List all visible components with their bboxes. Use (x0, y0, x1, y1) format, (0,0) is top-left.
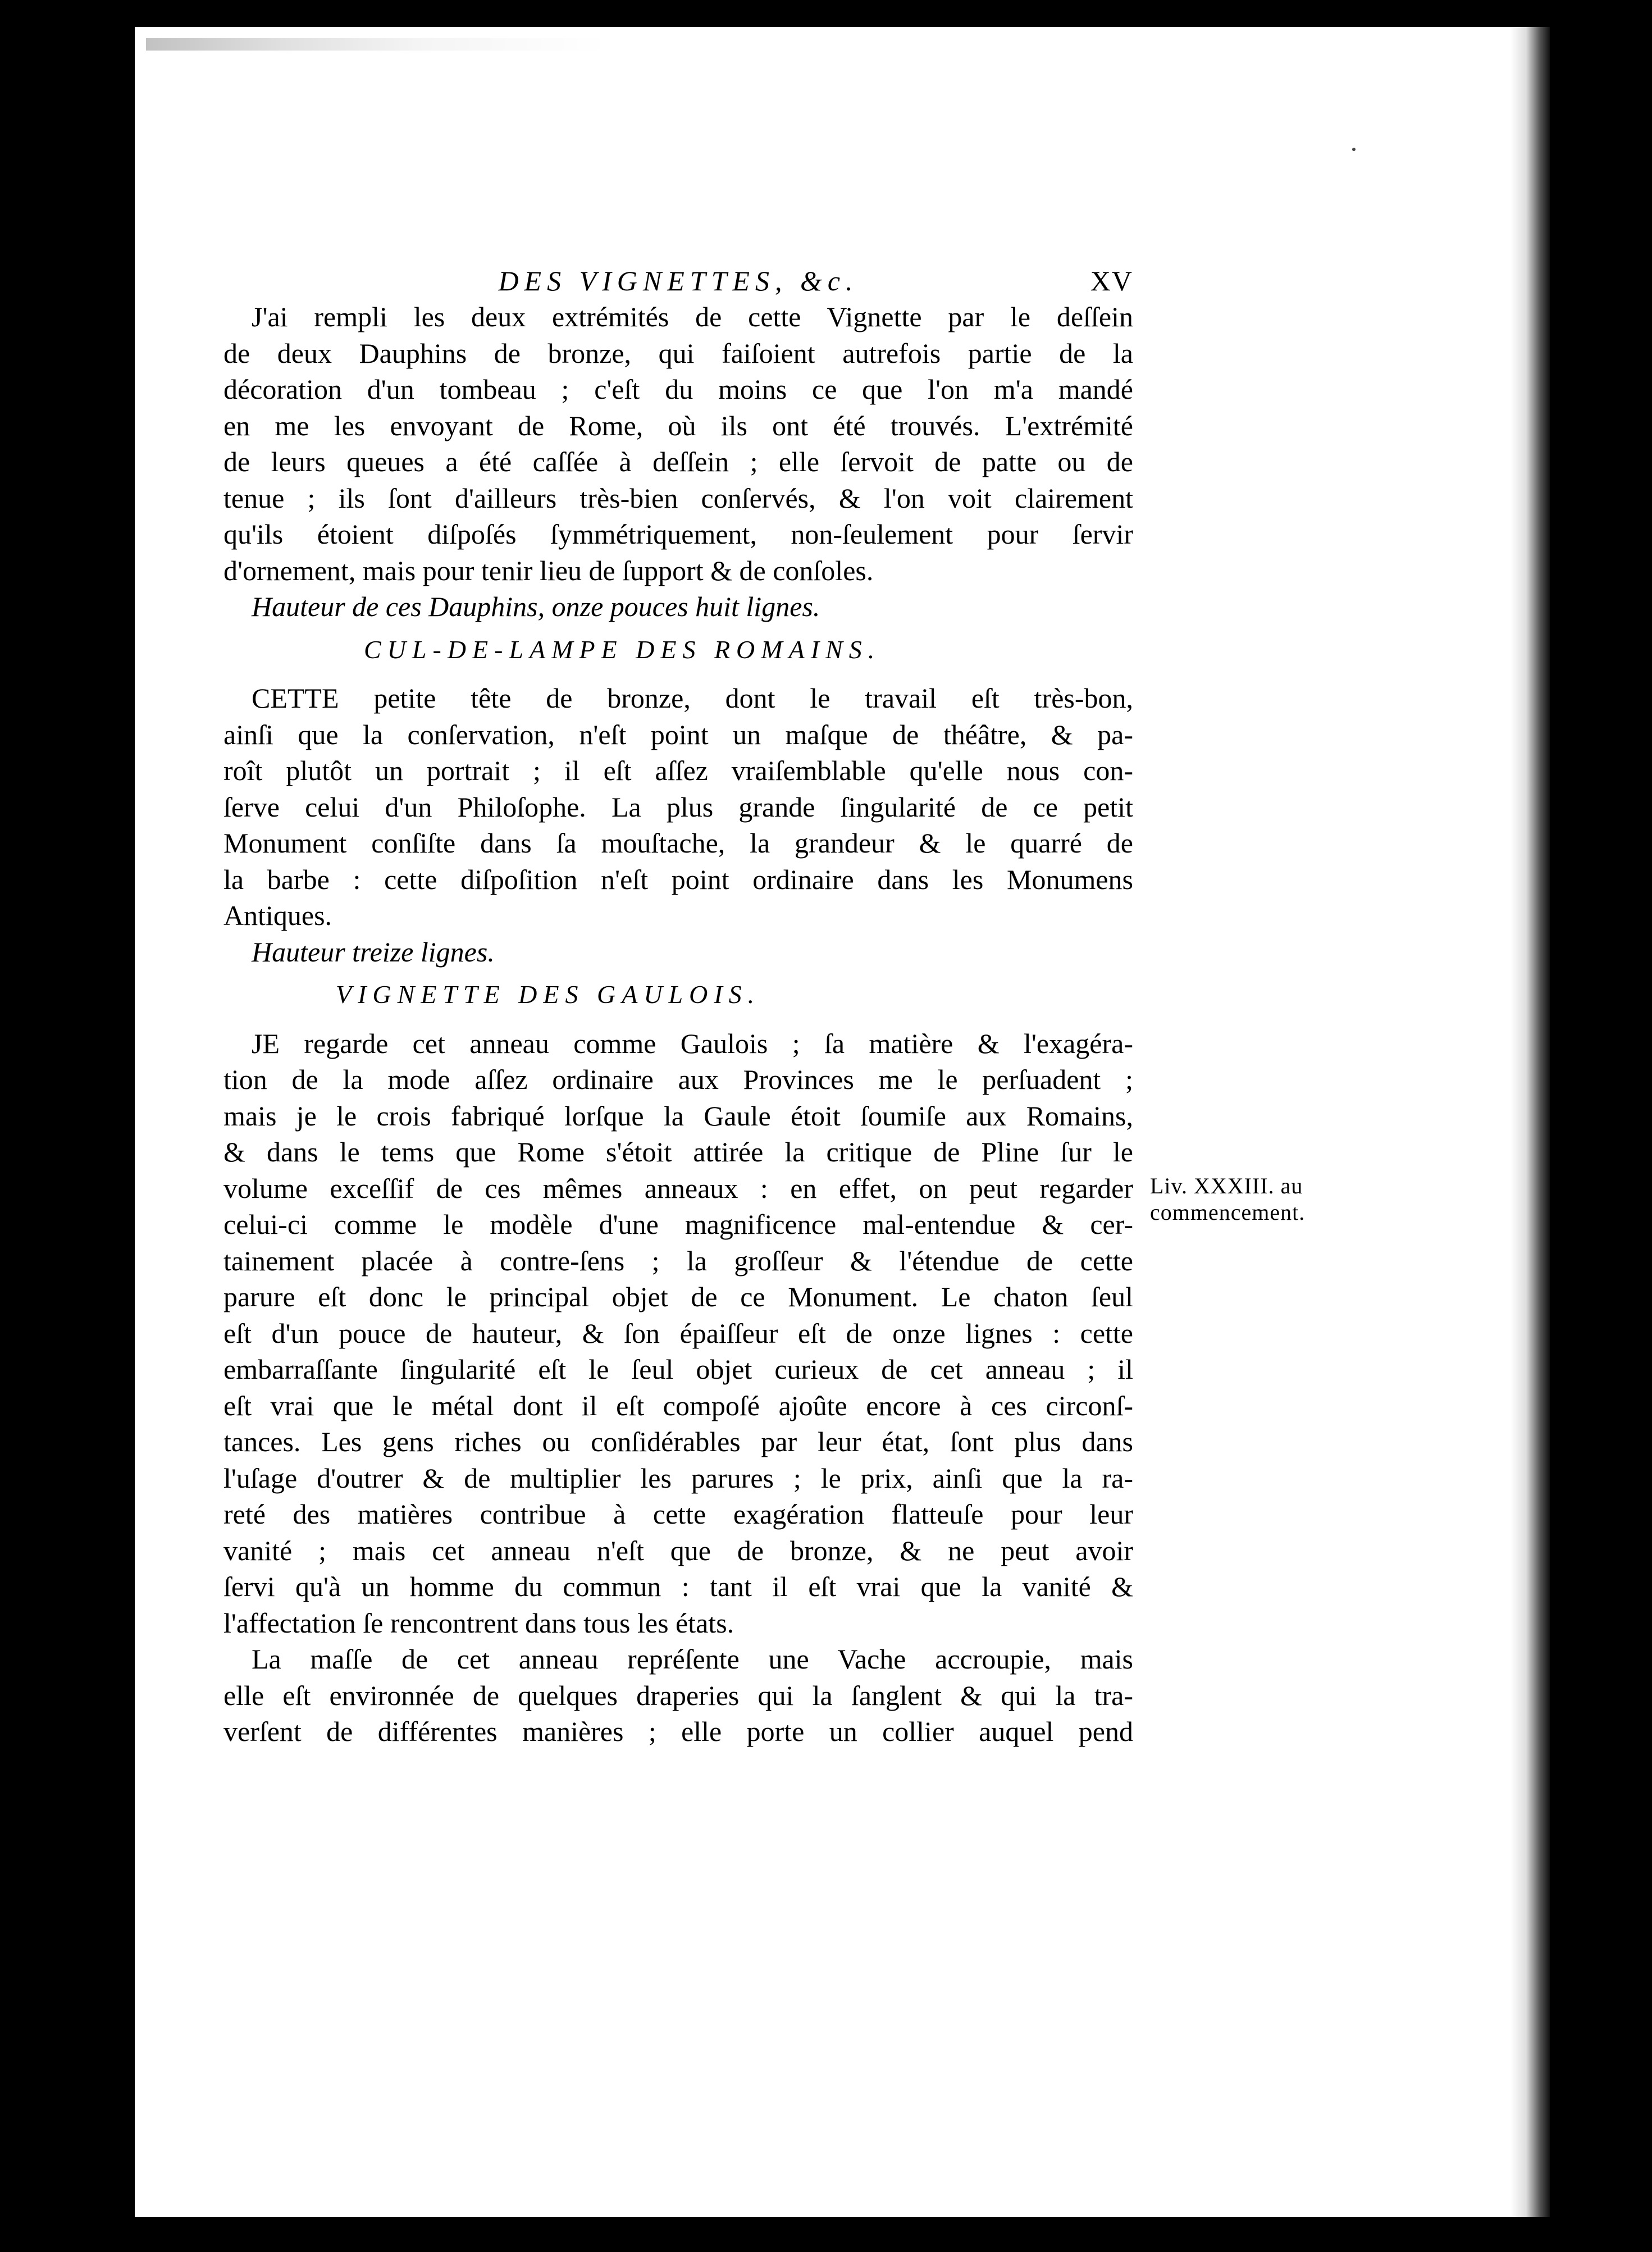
text-line: JE regarde cet anneau comme Gaulois ; ſa matière & l'exagéra- (252, 1027, 1133, 1059)
text-line: parure eſt donc le principal objet de ce Monument. Le chaton ſeul (223, 1281, 1133, 1312)
text-line: l'affectation ſe rencontrent dans tous les états. (223, 1607, 734, 1639)
text-line: reté des matières contribue à cette exagération flatteuſe pour leur (223, 1498, 1133, 1530)
text-line: tion de la mode aſſez ordinaire aux Provinces me le perſuadent ; (223, 1064, 1133, 1095)
section-heading-romains: CUL-DE-LAMPE DES ROMAINS. (364, 635, 881, 664)
section-heading-gaulois: VIGNETTE DES GAULOIS. (336, 980, 761, 1009)
text-line: elle eſt environnée de quelques draperies qui la ſanglent & qui la tra- (223, 1679, 1133, 1711)
text-line: Monument conſiſte dans ſa mouſtache, la grandeur & le quarré de (223, 827, 1133, 859)
margin-note-line: commencement. (1150, 1200, 1306, 1225)
text-line: roît plutôt un portrait ; il eſt aſſez vraiſemblable qu'elle nous con- (223, 755, 1133, 786)
text-line: La maſſe de cet anneau repréſente une Vache accroupie, mais (252, 1643, 1133, 1675)
height-note-romains: Hauteur treize lignes. (252, 936, 495, 968)
paragraph-vache (223, 1641, 1133, 1750)
page-edge-shadow (1510, 27, 1550, 2217)
text-line: décoration d'un tombeau ; c'eſt du moins ce que l'on m'a mandé (223, 373, 1133, 405)
text-line: tenue ; ils ſont d'ailleurs très-bien conſervés, & l'on voit clairement (223, 482, 1133, 514)
text-line: celui-ci comme le modèle d'une magnificence mal-entendue & cer- (223, 1209, 1133, 1240)
scan-smudge (146, 38, 606, 51)
book-page (135, 27, 1550, 2217)
paragraph-romains (223, 680, 1133, 934)
text-line: eſt d'un pouce de hauteur, & ſon épaiſſeur eſt de onze lignes : cette (223, 1317, 1133, 1349)
running-head-title: DES VIGNETTES, &c. (498, 265, 859, 297)
speck-mark (1352, 148, 1356, 151)
text-line: d'ornement, mais pour tenir lieu de ſupport & de conſoles. (223, 554, 874, 586)
text-line: mais je le crois fabriqué lorſque la Gaule étoit ſoumiſe aux Romains, (223, 1100, 1133, 1132)
text-line: eſt vrai que le métal dont il eſt compoſé ajoûte encore à ces circonſ- (223, 1389, 1133, 1421)
text-line: de deux Dauphins de bronze, qui faiſoient autrefois partie de la (223, 337, 1133, 369)
paragraph-gaulois (223, 1025, 1133, 1642)
page-number: XV (1090, 265, 1133, 297)
text-line: J'ai rempli les deux extrémités de cette Vignette par le deſſein (252, 301, 1133, 332)
margin-note-line: Liv. XXXIII. au (1150, 1173, 1303, 1198)
paragraph-dauphins (223, 299, 1133, 589)
text-line: ſerve celui d'un Philoſophe. La plus grande ſingularité de ce petit (223, 791, 1133, 823)
text-line: tainement placée à contre-ſens ; la groſſeur & l'étendue de cette (223, 1244, 1133, 1277)
text-line: volume exceſſif de ces mêmes anneaux : en effet, on peut regarder (223, 1172, 1133, 1204)
text-line: embarraſſante ſingularité eſt le ſeul objet curieux de cet anneau ; il (223, 1353, 1133, 1385)
running-head (223, 263, 1133, 299)
text-line: verſent de différentes manières ; elle porte un collier auquel pend (223, 1716, 1133, 1747)
text-line: CETTE petite tête de bronze, dont le travail eſt très-bon, (252, 682, 1133, 714)
text-line: qu'ils étoient diſpoſés ſymmétriquement, non-ſeulement pour ſervir (223, 518, 1133, 550)
text-line: de leurs queues a été caſſée à deſſein ; elle ſervoit de patte ou de (223, 446, 1133, 477)
text-line: ſervi qu'à un homme du commun : tant il eſt vrai que la vanité & (223, 1571, 1133, 1602)
text-line: la barbe : cette diſpoſition n'eſt point ordinaire dans les Monumens (223, 863, 1133, 895)
text-line: & dans le tems que Rome s'étoit attirée la critique de Pline ſur le (223, 1136, 1133, 1168)
text-line: tances. Les gens riches ou conſidérables par leur état, ſont plus dans (223, 1426, 1133, 1457)
text-line: ainſi que la conſervation, n'eſt point un maſque de théâtre, & pa- (223, 718, 1133, 750)
text-line: l'uſage d'outrer & de multiplier les parures ; le prix, ainſi que la ra- (223, 1462, 1133, 1494)
text-line: en me les envoyant de Rome, où ils ont été trouvés. L'extrémité (223, 409, 1133, 441)
text-block (223, 263, 1133, 1750)
height-note-dauphins: Hauteur de ces Dauphins, onze pouces huit lignes. (252, 591, 820, 622)
text-line: Antiques. (223, 900, 332, 931)
margin-note (1150, 1173, 1305, 1225)
text-line: vanité ; mais cet anneau n'eſt que de bronze, & ne peut avoir (223, 1534, 1133, 1566)
